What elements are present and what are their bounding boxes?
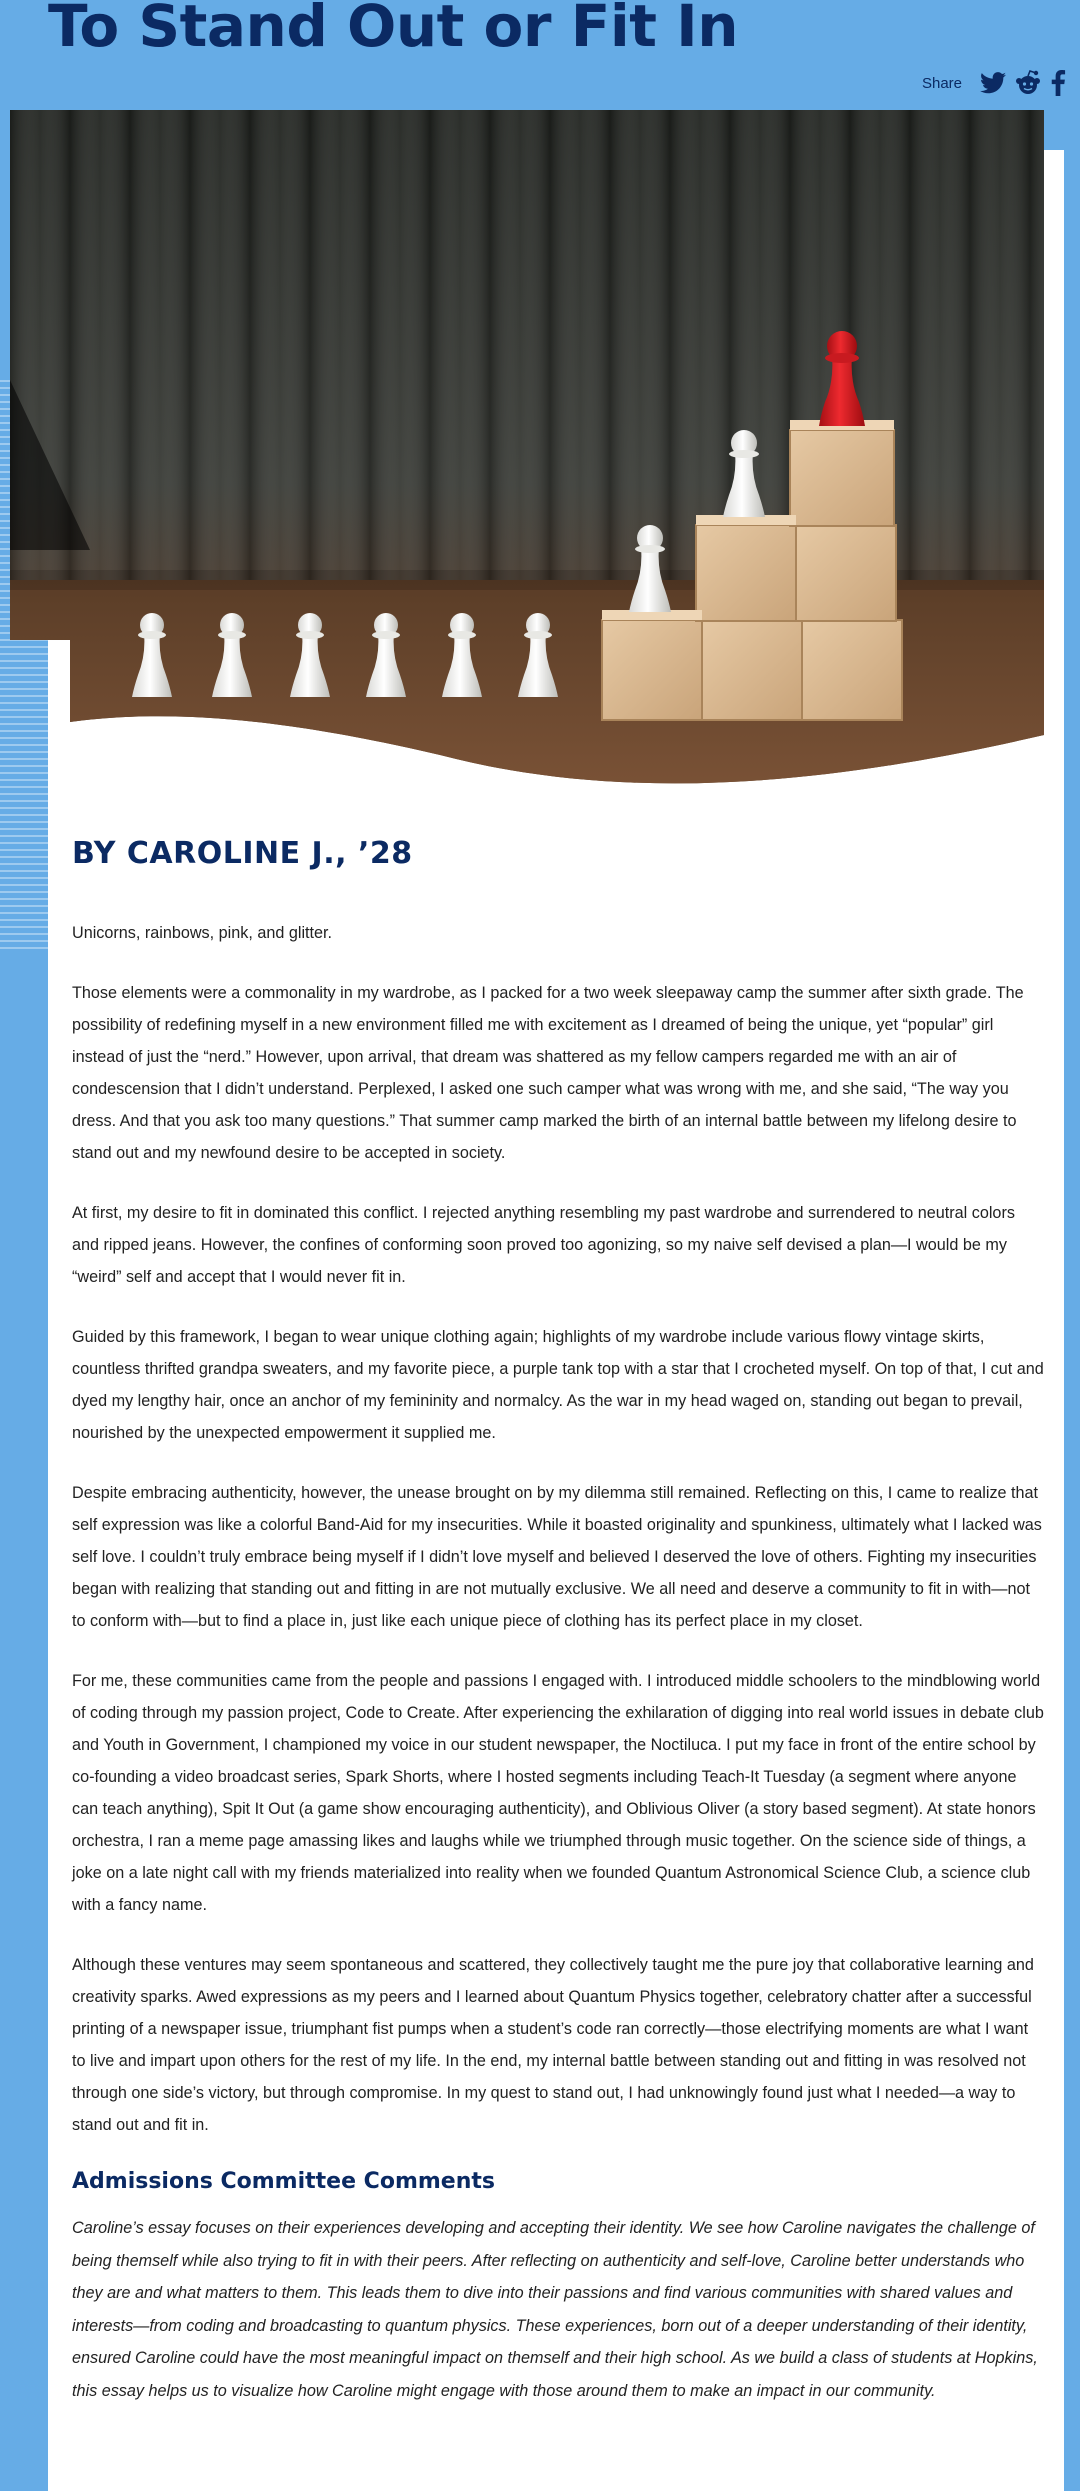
- essay-paragraph: Although these ventures may seem spontaneous and scattered, they collectively taught me the pure joy that collaborative learning and creativity sparks. Awed expressions as my peers and I learned about Quantum Physics together, celebratory chatter after a successful printing of a newspaper issue, triumphant fist pumps when a student’s code ran correctly—those electrifying moments are what I want to live and impart upon others for the rest of my life. In the end, my internal battle between standing out and fitting in was resolved not through one side’s victory, but through compromise. In my quest to stand out, I had unknowingly found just what I needed—a way to stand out and fit in.: [72, 1956, 1034, 2134]
- essay-paragraph: Guided by this framework, I began to wear unique clothing again; highlights of my wardrobe include various flowy vintage skirts, countless thrifted grandpa sweaters, and my favorite piece, a purple tank top with a star that I crocheted myself. On top of that, I cut and dyed my lengthy hair, once an anchor of my femininity and normalcy. As the war in my head waged on, standing out began to prevail, nourished by the unexpected empowerment it supplied me.: [72, 1328, 1044, 1442]
- essay-paragraph: Unicorns, rainbows, pink, and glitter.: [72, 924, 333, 942]
- essay-paragraph: At first, my desire to fit in dominated this conflict. I rejected anything resembling my past wardrobe and surrendered to neutral colors and ripped jeans. However, the confines of conforming soon proved too agonizing, so my naive self devised a plan—I would be my “weird” self and accept that I would never fit in.: [72, 1204, 1015, 1286]
- share-bar: [922, 70, 1066, 96]
- comments-heading: Admissions Committee Comments: [72, 2169, 495, 2194]
- comments-text: Caroline’s essay focuses on their experiences developing and accepting their identity. We see how Caroline navigates the challenge of being themself while also trying to fit in with their peers. After reflecting on authenticity and self-love, Caroline better understands who they are and what matters to them. This leads them to dive into their passions and find various communities with shared values and interests—from coding and broadcasting to quantum physics. These experiences, born out of a deeper understanding of their identity, ensured Caroline could have the most meaningful impact on themself and their high school. As we build a class of students at Hopkins, this essay helps us to visualize how Caroline might engage with those around them to make an impact in our community.: [72, 2219, 1038, 2400]
- twitter-icon[interactable]: [980, 72, 1006, 94]
- share-label: Share: [921, 74, 962, 92]
- essay-paragraph: Those elements were a commonality in my wardrobe, as I packed for a two week sleepaway camp the summer after sixth grade. The possibility of redefining myself in a new environment filled me with excitement as I dreamed of being the unique, yet “popular” girl instead of just the “nerd.” However, upon arrival, that dream was shattered as my fellow campers regarded me with an air of condescension that I didn’t understand. Perplexed, I asked one such camper what was wrong with me, and she said, “The way you dress. And that you ask too many questions.” That summer camp marked the birth of an internal battle between my lifelong desire to stand out and my newfound desire to be accepted in society.: [72, 984, 1024, 1162]
- facebook-icon[interactable]: [1050, 70, 1066, 96]
- article-title: To Stand Out or Fit In: [48, 0, 738, 60]
- reddit-icon[interactable]: [1014, 70, 1042, 96]
- hero-image: [10, 110, 1044, 790]
- byline: BY CAROLINE J., ’28: [72, 836, 413, 871]
- essay-paragraph: For me, these communities came from the people and passions I engaged with. I introduced middle schoolers to the mindblowing world of coding through my passion project, Code to Create. After experiencing the exhilaration of digging into real world issues in debate club and Youth in Government, I championed my voice in our student newspaper, the Noctiluca. I put my face in front of the entire school by co-founding a video broadcast series, Spark Shorts, where I hosted segments including Teach-It Tuesday (a segment where anyone can teach anything), Spit It Out (a game show encouraging authenticity), and Oblivious Oliver (a story based segment). At state honors orchestra, I ran a meme page amassing likes and laughs while we triumphed through music together. On the science side of things, a joke on a late night call with my friends materialized into reality when we founded Quantum Astronomical Science Club, a science club with a fancy name.: [72, 1672, 1044, 1914]
- page-header: [0, 0, 1080, 110]
- article-content: [72, 836, 1044, 2407]
- essay-paragraph: Despite embracing authenticity, however, the unease brought on by my dilemma still remained. Reflecting on this, I came to realize that self expression was like a colorful Band-Aid for my insecurities. While it boasted originality and spunkiness, ultimately what I lacked was self love. I couldn’t truly embrace being myself if I didn’t love myself and believed I deserved the love of others. Fighting my insecurities began with realizing that standing out and fitting in are not mutually exclusive. We all need and deserve a community to fit in with—not to conform with—but to find a place in, just like each unique piece of clothing has its perfect place in my closet.: [72, 1484, 1042, 1630]
